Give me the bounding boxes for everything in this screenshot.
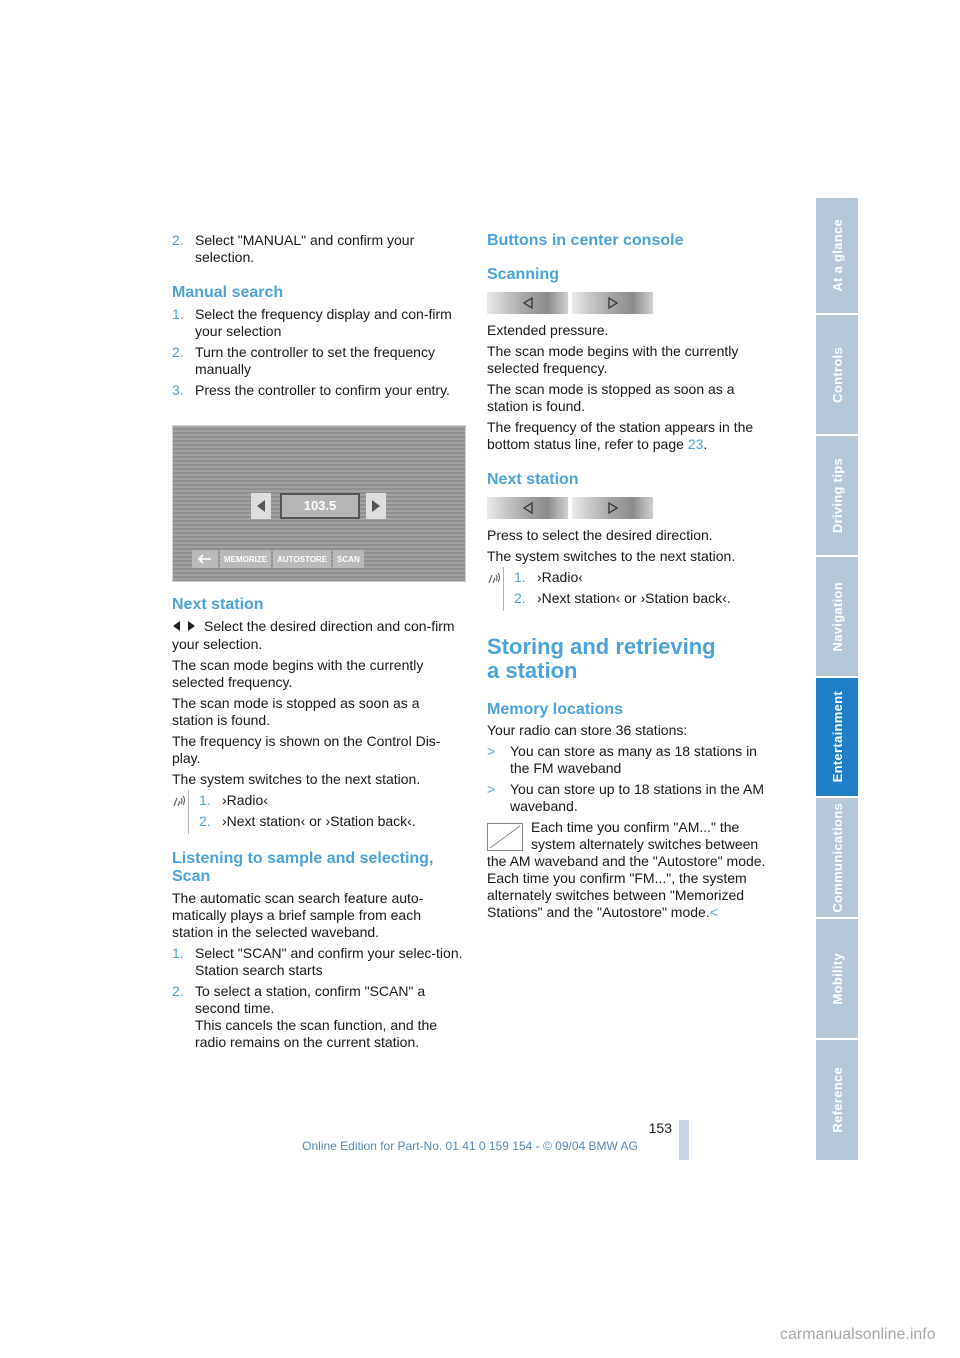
voice-text: ›Radio‹ (537, 569, 583, 585)
step-subtext: This cancels the scan function, and the radio remains on the current station. (195, 1016, 438, 1050)
step-number: 1. (514, 569, 526, 585)
voice-bar (188, 790, 189, 834)
tab-controls[interactable] (816, 315, 858, 436)
paragraph: The scan mode is stopped as soon as a station is found. (172, 694, 420, 728)
page-link[interactable]: 23 (687, 436, 704, 452)
paragraph: The system switches to the next station. (172, 770, 421, 787)
tab-driving-tips[interactable] (816, 436, 858, 557)
paragraph: The automatic scan search feature auto-matically plays a brief sample from each station in the selected waveband. (172, 889, 424, 940)
voice-command-box-right (487, 569, 779, 607)
step-subtext: Station search starts (195, 961, 323, 978)
tab-label: Reference (829, 1067, 845, 1133)
step-number: 1. (172, 306, 184, 322)
tab-mobility[interactable] (816, 919, 858, 1040)
step-number: 2. (514, 590, 526, 606)
tab-reference[interactable] (816, 1040, 858, 1162)
step-text: Select "SCAN" and confirm your selec-tion. (195, 944, 463, 961)
voice-command-icon (487, 571, 501, 585)
page-number: 153 (648, 1120, 672, 1136)
paragraph: The scan mode is stopped as soon as a station is found. (487, 381, 735, 414)
end-mark: < (709, 904, 718, 920)
screen-left-arrow-icon (251, 493, 271, 519)
paragraph: The system switches to the next station. (487, 548, 736, 564)
footer-text: Online Edition for Part-No. 01 41 0 159 154 - © 09/04 BMW AG (302, 1139, 638, 1153)
listening-step (172, 945, 464, 979)
tab-label: Mobility (829, 952, 845, 1005)
note-icon (487, 823, 523, 851)
voice-item (514, 590, 779, 607)
station-back-button-icon (487, 497, 568, 519)
step-text: Press the controller to confirm your entry. (195, 382, 450, 398)
bullet-text: You can store up to 18 stations in the AM waveband. (510, 781, 764, 814)
step-number: 2. (172, 232, 184, 248)
listening-step (172, 983, 464, 1051)
next-station-heading-right: Next station (487, 471, 579, 488)
scanning-buttons (487, 292, 779, 314)
step-text: Select the frequency display and con-firm your selection (195, 306, 452, 339)
paragraph-text: Select the desired direction and con-firm your selection. (172, 618, 455, 652)
screen-right-arrow-icon (366, 493, 386, 519)
step-number: 1. (172, 944, 184, 961)
note-box (487, 819, 779, 921)
voice-item (199, 813, 464, 830)
tab-label: Controls (829, 346, 845, 403)
bullet-mark: > (487, 781, 496, 797)
tab-label: Communications (829, 802, 845, 913)
note-text: Each time you confirm "AM..." the system alternately switches between the AM waveband and the "Autostore" mode. (487, 819, 766, 869)
radio-screen-image (172, 425, 466, 582)
voice-command-icon (172, 794, 186, 808)
right-column (487, 232, 779, 921)
step-text: To select a station, confirm "SCAN" a second time. (195, 982, 426, 1016)
tab-label: Navigation (829, 581, 845, 652)
softkey-autostore: AUTOSTORE (273, 550, 331, 568)
voice-text: ›Next station‹ or ›Station back‹. (222, 812, 416, 829)
manual-step (172, 344, 464, 378)
manual-search-heading: Manual search (172, 284, 284, 301)
paragraph-text: . (703, 436, 708, 452)
screen-softkeys (192, 550, 364, 568)
memory-locations-heading: Memory locations (487, 701, 624, 718)
tab-label: Driving tips (829, 457, 845, 534)
bullet-mark: > (487, 743, 496, 759)
voice-bar (503, 567, 504, 611)
voice-item (199, 792, 464, 809)
step-number: 2. (199, 812, 211, 829)
manual-step (172, 306, 464, 340)
paragraph: The scan mode begins with the currently selected frequency. (172, 656, 424, 690)
next-station-button-icon (572, 497, 653, 519)
listening-heading: Listening to sample and selecting, Scan (172, 849, 434, 885)
tab-navigation[interactable] (816, 557, 858, 678)
buttons-center-console-heading: Buttons in center console (487, 232, 684, 249)
watermark: carmanualsonline.info (780, 1326, 936, 1343)
tab-entertainment[interactable] (816, 678, 858, 798)
memory-bullet (487, 781, 779, 815)
paragraph: Extended pressure. (487, 322, 609, 338)
next-station-buttons (487, 497, 779, 519)
step-text: Select "MANUAL" and confirm your selection. (195, 232, 415, 265)
back-icon (192, 550, 218, 568)
page-marker-bar (679, 1120, 689, 1160)
memory-bullet (487, 743, 779, 777)
tab-communications[interactable] (816, 798, 858, 919)
paragraph: Press to select the desired direction. (487, 527, 713, 543)
note-text: Each time you confirm "FM...", the system alternately switches between "Memorized Stations" and the "Autostore" mode. (487, 870, 747, 920)
next-station-heading: Next station (172, 596, 264, 613)
manual-step (172, 382, 464, 399)
left-column (172, 232, 464, 403)
paragraph: The frequency is shown on the Control Dis-play. (172, 732, 441, 766)
voice-text: ›Next station‹ or ›Station back‹. (537, 590, 731, 606)
tab-label: At a glance (829, 219, 845, 292)
paragraph: Your radio can store 36 stations: (487, 722, 688, 738)
voice-item (514, 569, 779, 586)
voice-text: ›Radio‹ (222, 791, 268, 808)
step-text: Turn the controller to set the frequency manually (195, 344, 435, 377)
left-right-arrows-icon (172, 619, 204, 636)
chapter-sidebar (816, 198, 858, 1160)
left-column-lower (172, 596, 464, 1055)
paragraph-text: The frequency of the station appears in the bottom status line, refer to page (487, 419, 754, 452)
next-station-para (172, 618, 464, 653)
tab-label: Entertainment (829, 691, 845, 783)
softkey-scan: SCAN (333, 550, 364, 568)
voice-command-box (172, 792, 464, 830)
step-number: 1. (199, 791, 211, 808)
step-number: 2. (172, 344, 184, 360)
frequency-display: 103.5 (280, 493, 360, 519)
scan-forward-button-icon (572, 292, 653, 314)
softkey-memorize: MEMORIZE (220, 550, 271, 568)
manual-steps (172, 306, 464, 399)
scan-back-button-icon (487, 292, 568, 314)
bullet-text: You can store as many as 18 stations in the FM waveband (510, 743, 757, 776)
tab-at-a-glance[interactable] (816, 198, 858, 315)
paragraph (487, 419, 779, 453)
storing-heading: Storing and retrieving a station (487, 634, 716, 683)
paragraph: The scan mode begins with the currently selected frequency. (487, 343, 739, 376)
scanning-heading: Scanning (487, 266, 560, 283)
step-select-manual (172, 232, 464, 266)
step-number: 2. (172, 982, 184, 999)
step-number: 3. (172, 382, 184, 398)
